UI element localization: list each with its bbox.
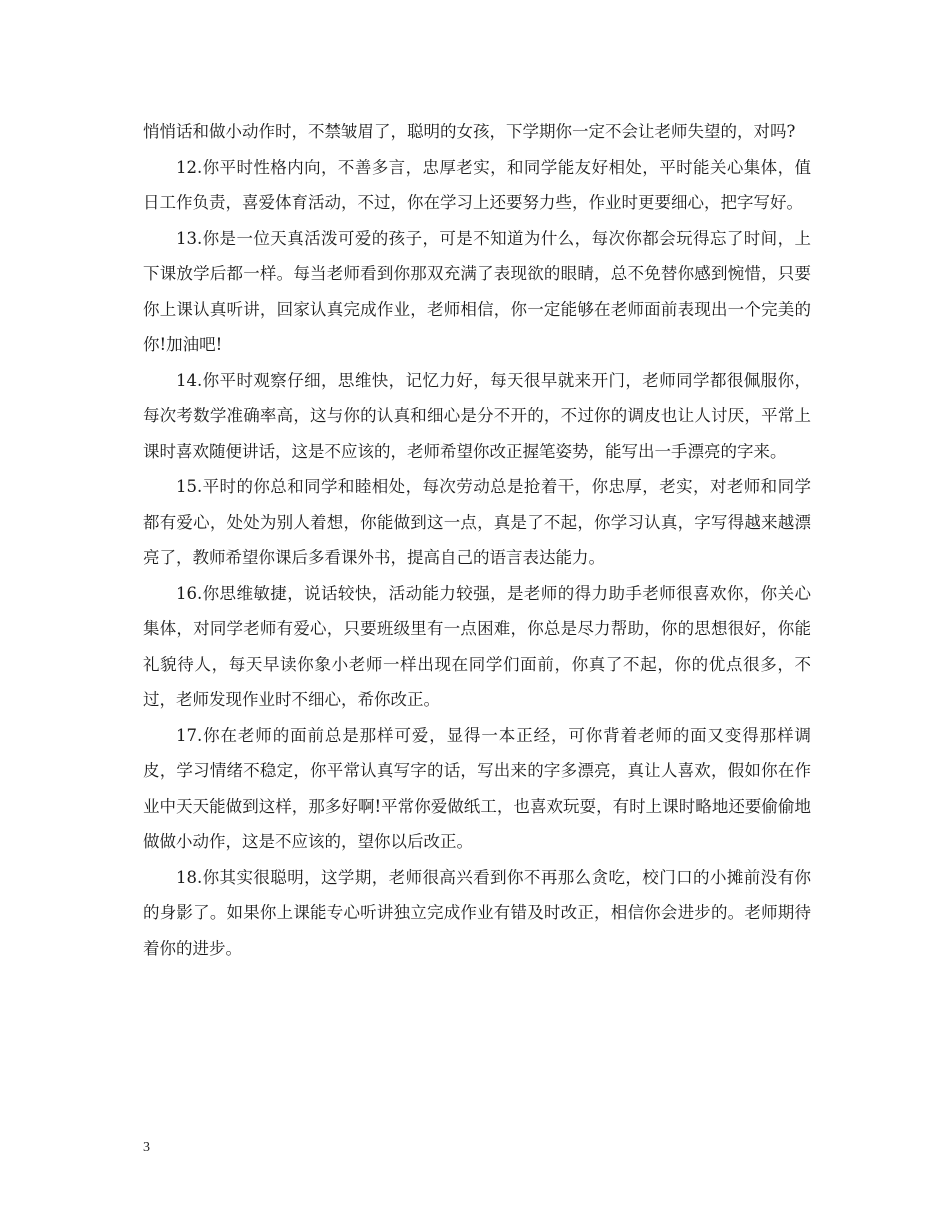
document-body [143,114,811,966]
paragraph-comment-12: 12.你平时性格内向，不善多言，忠厚老实，和同学能友好相处，平时能关心集体，值日工作负责，喜爱体育活动，不过，你在学习上还要努力些，作业时更要细心，把字写好。 [143,157,811,212]
paragraph-comment-15: 15.平时的你总和同学和睦相处，每次劳动总是抢着干，你忠厚，老实，对老师和同学都有爱心，处处为别人着想，你能做到这一点，真是了不起，你学习认真，字写得越来越漂亮了，教师希望你课后多看课外书，提高自己的语言表达能力。 [143,477,811,567]
paragraph-comment-16: 16.你思维敏捷，说话较快，活动能力较强，是老师的得力助手老师很喜欢你，你关心集体，对同学老师有爱心，只要班级里有一点困难，你总是尽力帮助，你的思想很好，你能礼貌待人，每天早读你象小老师一样出现在同学们面前，你真了不起，你的优点很多，不过，老师发现作业时不细心，希你改正。 [143,583,811,709]
paragraph-comment-17: 17.你在老师的面前总是那样可爱，显得一本正经，可你背着老师的面又变得那样调皮，学习情绪不稳定，你平常认真写字的话，写出来的字多漂亮，真让人喜欢，假如你在作业中天天能做到这样，那多好啊!平常你爱做纸工，也喜欢玩耍，有时上课时略地还要偷偷地做做小动作，这是不应该的，望你以后改正。 [143,725,811,851]
paragraph-continuation: 悄悄话和做小动作时，不禁皱眉了，聪明的女孩，下学期你一定不会让老师失望的，对吗? [143,122,796,141]
paragraph-comment-14: 14.你平时观察仔细，思维快，记忆力好，每天很早就来开门，老师同学都很佩服你，每次考数学准确率高，这与你的认真和细心是分不开的，不过你的调皮也让人讨厌，平常上课时喜欢随便讲话，这是不应该的，老师希望你改正握笔姿势，能写出一手漂亮的字来。 [143,370,811,461]
paragraph-comment-13: 13.你是一位天真活泼可爱的孩子，可是不知道为什么，每次你都会玩得忘了时间，上下课放学后都一样。每当老师看到你那双充满了表现欲的眼睛，总不免替你感到惋惜，只要你上课认真听讲，回家认真完成作业，老师相信，你一定能够在老师面前表现出一个完美的你!加油吧! [143,228,811,354]
paragraph-comment-18: 18.你其实很聪明，这学期，老师很高兴看到你不再那么贪吃，校门口的小摊前没有你的身影了。如果你上课能专心听讲独立完成作业有错及时改正，相信你会进步的。老师期待着你的进步。 [143,867,811,958]
page-number: 3 [143,1140,150,1155]
